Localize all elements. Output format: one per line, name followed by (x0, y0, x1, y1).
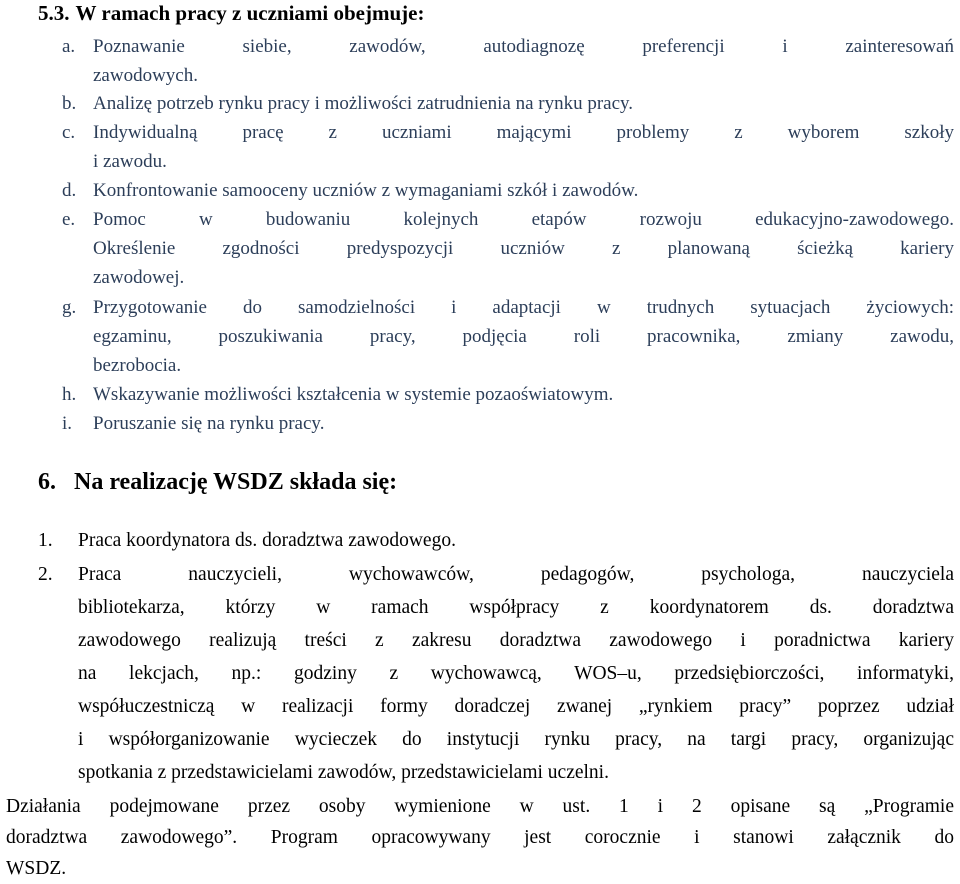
list-item-e-continued: Określenie zgodności predyspozycji uczniów z planowaną ścieżką kariery (93, 238, 954, 259)
list-marker: c. (62, 122, 76, 143)
numbered-item-2-line-7: spotkania z przedstawicielami zawodów, przedstawicielami uczelni. (78, 762, 609, 783)
section-5-3-heading (38, 0, 424, 26)
list-item-text: Indywidualną pracę z uczniami mającymi problemy z wyborem szkoły (93, 122, 954, 143)
section-title: Na realizację WSDZ składa się: (74, 469, 398, 495)
list-item-text: Konfrontowanie samooceny uczniów z wymaganiami szkół i zawodów. (93, 180, 639, 201)
list-item-text: Przygotowanie do samodzielności i adaptacji w trudnych sytuacjach życiowych: (93, 297, 954, 318)
closing-paragraph-line-2: doradztwa zawodowego”. Program opracowywany jest corocznie i stanowi załącznik do (6, 827, 954, 848)
list-item-h (62, 380, 954, 409)
list-item-i (62, 409, 954, 438)
section-number: 5.3. (38, 1, 70, 25)
closing-paragraph-line-3: WSDZ. (6, 858, 67, 879)
list-item-text: Analizę potrzeb rynku pracy i możliwości zatrudnienia na rynku pracy. (93, 93, 634, 114)
list-marker: g. (62, 297, 77, 318)
numbered-item-1 (38, 524, 954, 557)
numbered-item-2-line-6: i współorganizowanie wycieczek do instytucji rynku pracy, na targi pracy, organizując (78, 729, 954, 750)
closing-paragraph-line-1: Działania podejmowane przez osoby wymienione w ust. 1 i 2 opisane są „Programie (6, 796, 954, 817)
numbered-item-2-line-5: współuczestniczą w realizacji formy doradczej zwanej „rynkiem pracy” poprzez udział (78, 696, 954, 717)
list-item-text: Poznawanie siebie, zawodów, autodiagnozę preferencji i zainteresowań (93, 36, 954, 57)
list-item-d (62, 176, 954, 205)
list-marker: a. (62, 36, 76, 57)
list-item-e-continued-2: zawodowej. (93, 267, 185, 288)
list-marker: 2. (38, 564, 53, 585)
numbered-item-2-line-3: zawodowego realizują treści z zakresu doradztwa zawodowego i poradnictwa kariery (78, 630, 954, 651)
list-marker: d. (62, 180, 77, 201)
list-item-a-continued: zawodowych. (93, 65, 198, 86)
numbered-item-2-line-2: bibliotekarza, którzy w ramach współpracy z koordynatorem ds. doradztwa (78, 597, 954, 618)
list-item-e (62, 205, 954, 234)
list-item-text: Praca nauczycieli, wychowawców, pedagogów, psychologa, nauczyciela (78, 564, 954, 585)
list-item-text: Praca koordynatora ds. doradztwa zawodowego. (78, 530, 456, 551)
list-item-text: Wskazywanie możliwości kształcenia w systemie pozaoświatowym. (93, 384, 614, 405)
list-marker: 1. (38, 530, 53, 551)
numbered-item-2 (38, 558, 954, 591)
list-item-text: Poruszanie się na rynku pracy. (93, 413, 325, 434)
list-item-text: Pomoc w budowaniu kolejnych etapów rozwoju edukacyjno-zawodowego. (93, 209, 954, 230)
list-marker: b. (62, 93, 77, 114)
list-marker: e. (62, 209, 76, 230)
list-marker: h. (62, 384, 77, 405)
list-item-c (62, 118, 954, 147)
list-item-g-continued: egzaminu, poszukiwania pracy, podjęcia roli pracownika, zmiany zawodu, (93, 326, 954, 347)
section-number: 6. (38, 469, 56, 495)
list-marker: i. (62, 413, 73, 434)
section-title: W ramach pracy z uczniami obejmuje: (75, 1, 425, 25)
section-6-heading (38, 467, 397, 497)
list-item-c-continued: i zawodu. (93, 151, 167, 172)
list-item-g-continued-2: bezrobocia. (93, 355, 182, 376)
numbered-item-2-line-4: na lekcjach, np.: godziny z wychowawcą, WOS–u, przedsiębiorczości, informatyki, (78, 663, 954, 684)
list-item-b (62, 89, 954, 118)
list-item-a (62, 32, 954, 61)
list-item-g (62, 293, 954, 322)
